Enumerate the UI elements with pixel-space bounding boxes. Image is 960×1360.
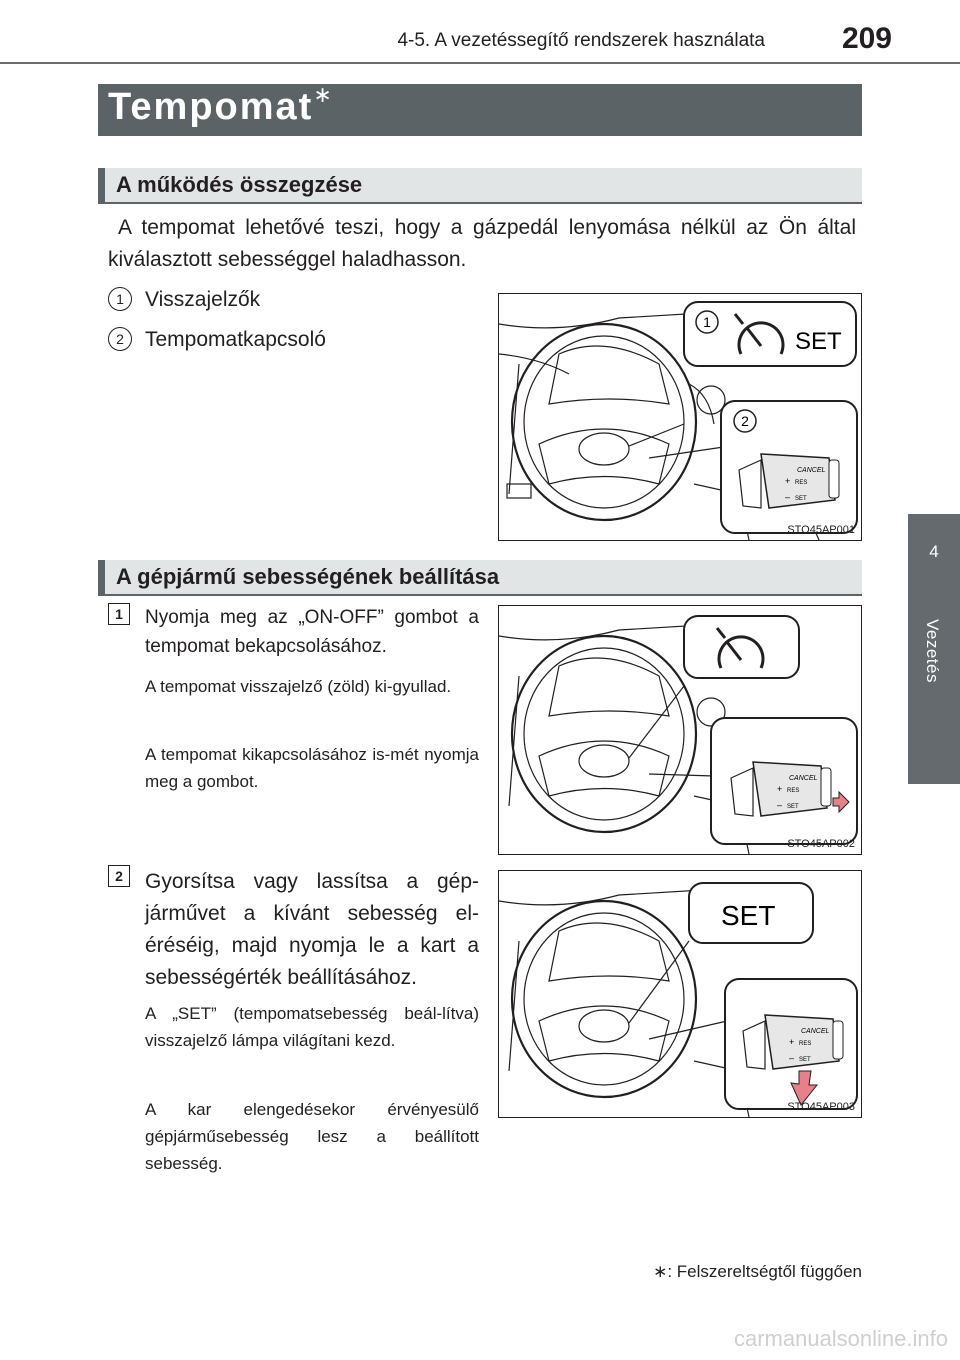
- summary-intro: A tempomat lehetővé teszi, hogy a gázpedál lenyomása nélkül az Ön által kiválasztott sebességgel haladhasson.: [108, 216, 856, 271]
- figure-callout-1: 1: [703, 314, 711, 330]
- setting-heading: A gépjármű sebességének beállítása: [116, 564, 500, 589]
- svg-text:CANCEL: CANCEL: [797, 467, 826, 474]
- item-label-indicators: Visszajelzők: [145, 288, 261, 311]
- svg-text:+: +: [789, 1037, 795, 1047]
- heading-accent: [98, 560, 105, 596]
- summary-heading-bar: [98, 168, 862, 204]
- svg-text:SET: SET: [787, 804, 799, 810]
- figure-id: STO45AP003: [787, 1101, 855, 1113]
- item-number-1: 1: [108, 287, 132, 311]
- step-2-instruction: Gyorsítsa vagy lassítsa a gép-járművet a kívánt sebesség el-éréséig, majd nyomja le a kart a sebességérték beállításához.: [145, 870, 479, 989]
- illustration-dashboard-3: [499, 871, 861, 1117]
- setting-heading-bar: [98, 560, 862, 596]
- svg-text:RES: RES: [795, 480, 808, 486]
- step-number-1: 1: [108, 603, 130, 625]
- page-title-bar: [98, 84, 862, 136]
- step-2-note-1: A „SET” (tempomatsebesség beál-lítva) visszajelző lámpa világítani kezd.: [145, 1004, 479, 1050]
- footnote: [653, 1262, 862, 1282]
- figure-set-speed: [498, 870, 862, 1118]
- svg-text:SET: SET: [799, 1057, 811, 1063]
- chapter-tab: [908, 514, 960, 784]
- illustration-dashboard-2: [499, 606, 861, 854]
- figure-on-off-button: [498, 605, 862, 855]
- illustration-dashboard-1: [499, 294, 861, 540]
- chapter-label: Vezetés: [923, 619, 942, 683]
- item-label-switch: Tempomatkapcsoló: [145, 328, 326, 351]
- page-title-text: Tempomat: [108, 86, 314, 128]
- svg-text:+: +: [785, 476, 791, 486]
- title-asterisk: ∗: [313, 82, 332, 107]
- step-2-note-2: A kar elengedésekor érvényesülő gépjárműsebesség lesz a beállított sebesség.: [145, 1100, 479, 1173]
- svg-text:–: –: [777, 800, 783, 810]
- header-section-title: 4-5. A vezetéssegítő rendszerek használata: [397, 30, 765, 51]
- set-indicator-text: SET: [795, 328, 842, 355]
- svg-text:RES: RES: [787, 788, 800, 794]
- svg-text:+: +: [777, 784, 783, 794]
- chapter-number: 4: [929, 542, 939, 561]
- set-indicator-text: SET: [721, 900, 776, 931]
- page-number: 209: [841, 22, 892, 55]
- item-number-2: 2: [108, 327, 132, 351]
- figure-id: STO45AP002: [787, 838, 855, 850]
- step-1-note-2: A tempomat kikapcsolásához is-mét nyomja meg a gombot.: [145, 745, 479, 791]
- step-1-note-1: A tempomat visszajelző (zöld) ki-gyullad.: [145, 677, 452, 696]
- svg-text:CANCEL: CANCEL: [789, 775, 818, 782]
- watermark: carmanualsonline.info: [733, 1326, 948, 1351]
- header-divider: [0, 62, 960, 64]
- figure-callout-2: 2: [741, 413, 749, 429]
- heading-accent: [98, 168, 105, 204]
- summary-heading: A működés összegzése: [116, 172, 363, 197]
- figure-cruise-overview: [498, 293, 862, 541]
- svg-text:CANCEL: CANCEL: [801, 1028, 830, 1035]
- footnote-text: : Felszereltségtől függően: [667, 1262, 862, 1281]
- step-number-2: 2: [108, 865, 130, 887]
- page-title: [108, 82, 332, 129]
- svg-text:–: –: [785, 492, 791, 502]
- svg-text:–: –: [789, 1053, 795, 1063]
- svg-text:SET: SET: [795, 496, 807, 502]
- figure-id: STO45AP001: [787, 524, 855, 536]
- footnote-asterisk: ∗: [653, 1262, 668, 1281]
- step-1-instruction: Nyomja meg az „ON-OFF” gombot a tempomat bekapcsolásához.: [145, 607, 479, 657]
- svg-text:RES: RES: [799, 1041, 812, 1047]
